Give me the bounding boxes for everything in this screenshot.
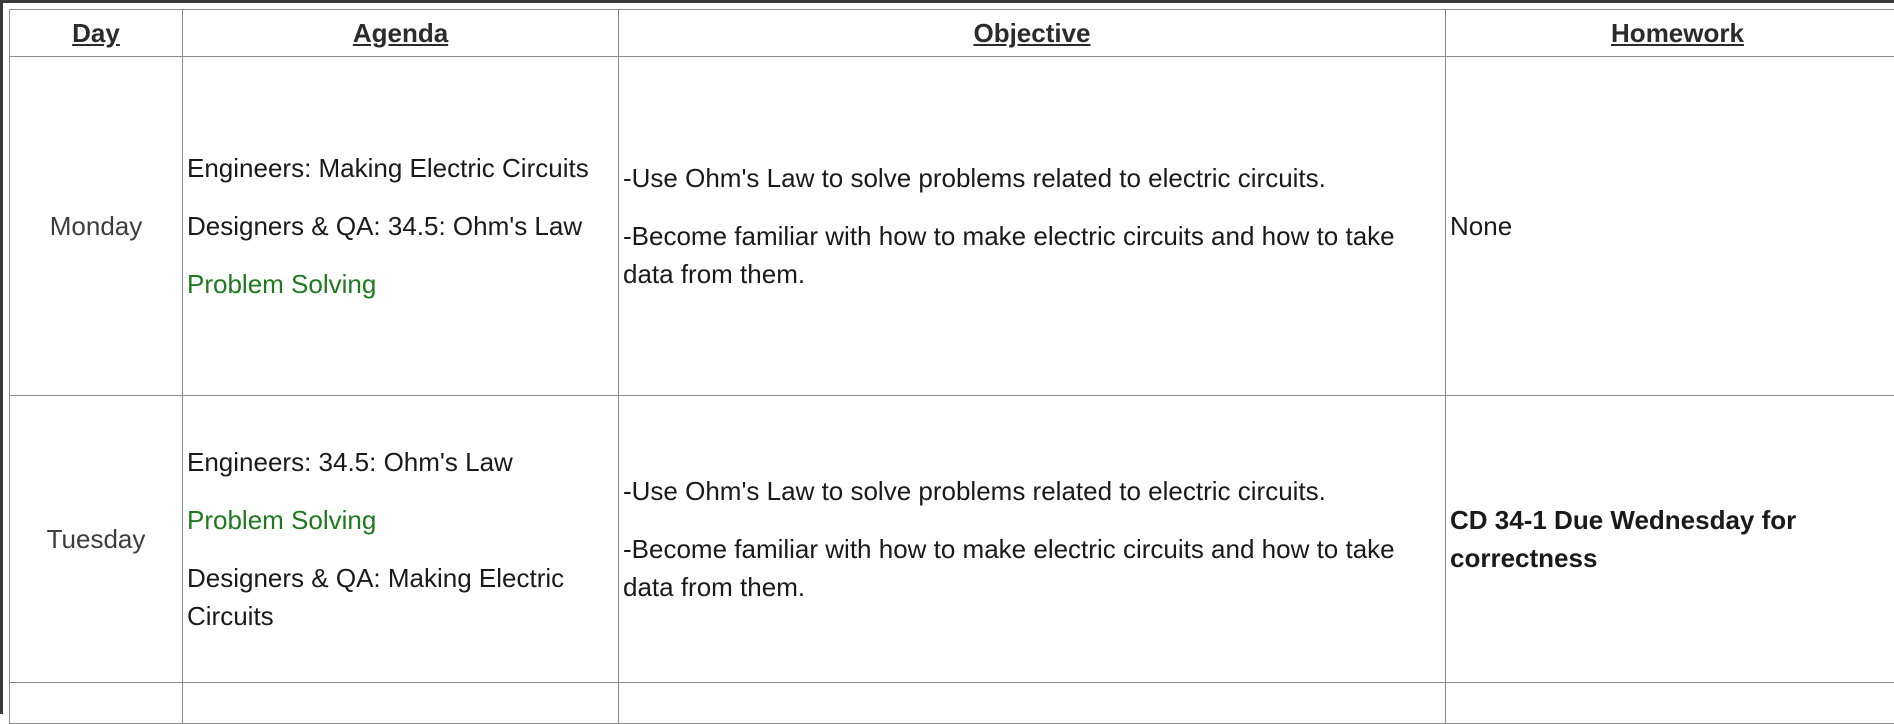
agenda-item-problem-solving: Problem Solving: [183, 265, 618, 303]
header-day: Day: [10, 10, 183, 57]
table-row-tuesday: [10, 396, 1894, 683]
homework-text: None: [1446, 207, 1894, 245]
homework-cell: [1446, 57, 1894, 396]
homework-cell: [1446, 396, 1894, 683]
agenda-item: Engineers: 34.5: Ohm's Law: [183, 443, 618, 481]
table-row-monday: [10, 57, 1894, 396]
objective-cell: [619, 57, 1446, 396]
agenda-cell: [183, 683, 619, 724]
objective-item: -Become familiar with how to make electric circuits and how to take data from them.: [619, 217, 1445, 293]
agenda-item: Designers & QA: 34.5: Ohm's Law: [183, 207, 618, 245]
header-objective: Objective: [619, 10, 1446, 57]
table-row-next: [10, 683, 1894, 724]
objective-item: -Use Ohm's Law to solve problems related to electric circuits.: [619, 159, 1445, 197]
agenda-cell: [183, 396, 619, 683]
homework-cell: [1446, 683, 1894, 724]
day-cell: Monday: [10, 57, 183, 396]
header-homework: Homework: [1446, 10, 1894, 57]
objective-cell: [619, 396, 1446, 683]
agenda-item: Designers & QA: Making Electric Circuits: [183, 559, 618, 635]
objective-cell: [619, 683, 1446, 724]
day-cell: [10, 683, 183, 724]
agenda-item-problem-solving: Problem Solving: [183, 501, 618, 539]
objective-item: -Become familiar with how to make electric circuits and how to take data from them.: [619, 530, 1445, 606]
header-agenda: Agenda: [183, 10, 619, 57]
day-cell: Tuesday: [10, 396, 183, 683]
agenda-item: Engineers: Making Electric Circuits: [183, 149, 618, 187]
agenda-cell: [183, 57, 619, 396]
homework-text: CD 34-1 Due Wednesday for correctness: [1446, 501, 1894, 577]
header-row: [10, 10, 1894, 57]
weekly-schedule-table: [9, 9, 1894, 724]
objective-item: -Use Ohm's Law to solve problems related to electric circuits.: [619, 472, 1445, 510]
